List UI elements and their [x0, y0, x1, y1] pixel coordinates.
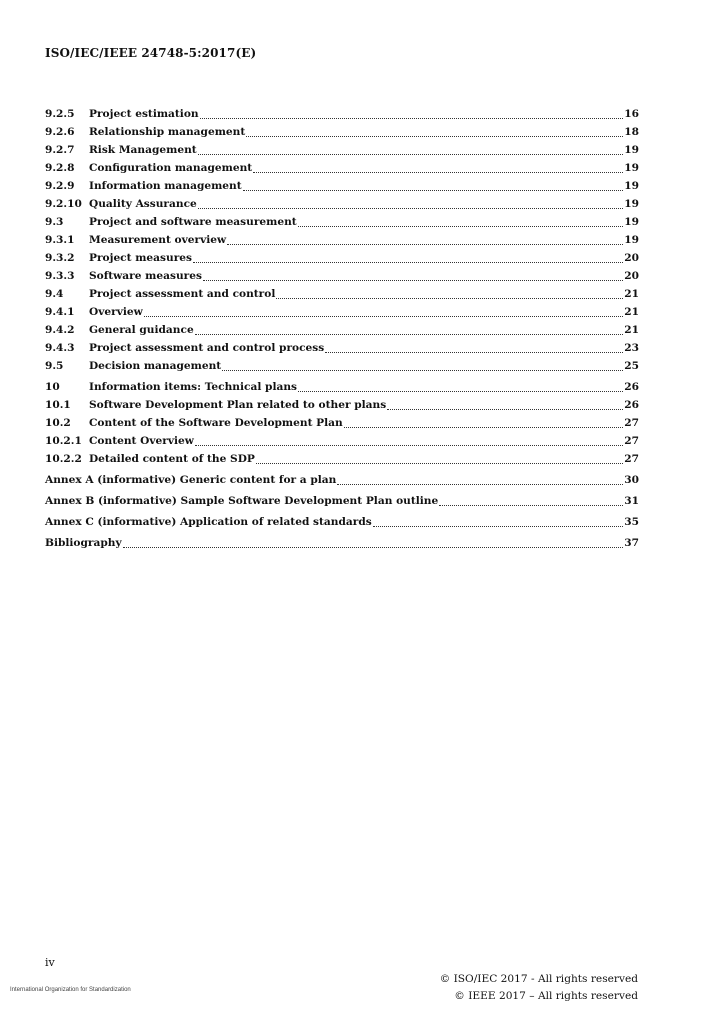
- toc-entry-number: 9.3.2: [45, 252, 75, 264]
- toc-entry-title: Information management: [89, 180, 242, 192]
- toc-entry-page: 35: [624, 516, 639, 528]
- toc-entry[interactable]: [45, 534, 639, 552]
- toc-entry-number: 9.2.7: [45, 144, 75, 156]
- copyright-ieee: © IEEE 2017 – All rights reserved: [454, 990, 638, 1002]
- toc-entry[interactable]: [45, 105, 639, 123]
- dot-leader: [222, 370, 623, 371]
- document-header: ISO/IEC/IEEE 24748-5:2017(E): [45, 46, 257, 60]
- toc-entry[interactable]: [45, 249, 639, 267]
- organization-label: International Organization for Standardization: [10, 987, 131, 993]
- toc-entry-title: Quality Assurance: [89, 198, 197, 210]
- dot-leader: [337, 484, 623, 485]
- toc-entry-number: 9.3: [45, 216, 64, 228]
- toc-entry[interactable]: [45, 141, 639, 159]
- toc-entry-number: 9.3.1: [45, 234, 75, 246]
- toc-entry-number: 9.4.1: [45, 306, 75, 318]
- toc-entry-page: 23: [624, 342, 639, 354]
- toc-entry-title: Bibliography: [45, 537, 122, 549]
- toc-entry-page: 31: [624, 495, 639, 507]
- toc-entry[interactable]: [45, 285, 639, 303]
- toc-entry-title: Project measures: [89, 252, 192, 264]
- toc-entry-title: Detailed content of the SDP: [89, 453, 255, 465]
- toc-entry-page: 19: [624, 144, 639, 156]
- toc-entry-page: 19: [624, 234, 639, 246]
- toc-entry-page: 25: [624, 360, 639, 372]
- toc-entry-page: 20: [624, 270, 639, 282]
- toc-entry-title: General guidance: [89, 324, 194, 336]
- toc-entry[interactable]: [45, 321, 639, 339]
- dot-leader: [373, 526, 624, 527]
- toc-entry[interactable]: [45, 378, 639, 396]
- toc-entry-title: Overview: [89, 306, 143, 318]
- toc-entry-title: Annex C (informative) Application of related standards: [45, 516, 372, 528]
- dot-leader: [298, 391, 623, 392]
- toc-entry-title: Annex B (informative) Sample Software Development Plan outline: [45, 495, 439, 507]
- toc-entry[interactable]: [45, 432, 639, 450]
- toc-entry[interactable]: [45, 159, 639, 177]
- dot-leader: [198, 154, 624, 155]
- toc-entry-page: 19: [624, 162, 639, 174]
- toc-entry-number: 9.2.9: [45, 180, 75, 192]
- dot-leader: [256, 463, 623, 464]
- toc-entry-page: 27: [624, 453, 639, 465]
- toc-entry-number: 10.1: [45, 399, 71, 411]
- toc-entry-number: 9.4.2: [45, 324, 75, 336]
- dot-leader: [193, 262, 623, 263]
- toc-entry-title: Information items: Technical plans: [89, 381, 298, 393]
- toc-entry[interactable]: [45, 513, 639, 531]
- toc-entry[interactable]: [45, 303, 639, 321]
- dot-leader: [227, 244, 623, 245]
- toc-entry[interactable]: [45, 177, 639, 195]
- toc-entry-page: 21: [624, 324, 639, 336]
- dot-leader: [243, 190, 624, 191]
- toc-entry[interactable]: [45, 414, 639, 432]
- toc-entry-page: 27: [624, 435, 639, 447]
- toc-entry-title: Annex A (informative) Generic content for a plan: [45, 474, 337, 486]
- dot-leader: [203, 280, 623, 281]
- toc-entry[interactable]: [45, 357, 639, 375]
- toc-entry-page: 37: [624, 537, 639, 549]
- toc-entry-page: 20: [624, 252, 639, 264]
- toc-entry-page: 27: [624, 417, 639, 429]
- dot-leader: [123, 547, 624, 548]
- toc-entry-title: Content of the Software Development Plan: [89, 417, 343, 429]
- dot-leader: [325, 352, 623, 353]
- toc-entry-number: 10.2.2: [45, 453, 82, 465]
- toc-entry-number: 10.2: [45, 417, 71, 429]
- toc-entry-page: 19: [624, 198, 639, 210]
- toc-entry[interactable]: [45, 471, 639, 489]
- toc-entry-title: Measurement overview: [89, 234, 227, 246]
- toc-entry[interactable]: [45, 123, 639, 141]
- toc-entry[interactable]: [45, 339, 639, 357]
- toc-entry[interactable]: [45, 213, 639, 231]
- dot-leader: [439, 505, 623, 506]
- toc-entry-title: Risk Management: [89, 144, 197, 156]
- toc-entry-title: Content Overview: [89, 435, 194, 447]
- toc-entry[interactable]: [45, 195, 639, 213]
- toc-entry[interactable]: [45, 450, 639, 468]
- dot-leader: [246, 136, 623, 137]
- toc-entry-number: 10.2.1: [45, 435, 82, 447]
- toc-entry-title: Decision management: [89, 360, 222, 372]
- dot-leader: [276, 298, 623, 299]
- toc-entry-title: Project assessment and control process: [89, 342, 325, 354]
- toc-entry-number: 9.3.3: [45, 270, 75, 282]
- toc-entry-number: 9.2.6: [45, 126, 75, 138]
- toc-entry[interactable]: [45, 492, 639, 510]
- dot-leader: [198, 208, 623, 209]
- toc-entry[interactable]: [45, 267, 639, 285]
- toc-entry-number: 9.5: [45, 360, 64, 372]
- toc-entry-title: Software Development Plan related to other plans: [89, 399, 387, 411]
- toc-entry-page: 26: [624, 381, 639, 393]
- dot-leader: [195, 445, 623, 446]
- toc-entry-page: 21: [624, 306, 639, 318]
- toc-entry-page: 30: [624, 474, 639, 486]
- dot-leader: [298, 226, 624, 227]
- dot-leader: [200, 118, 624, 119]
- dot-leader: [344, 427, 624, 428]
- toc-entry-page: 19: [624, 216, 639, 228]
- toc-entry-page: 26: [624, 399, 639, 411]
- toc-entry-number: 9.2.8: [45, 162, 75, 174]
- copyright-iso: © ISO/IEC 2017 - All rights reserved: [439, 973, 638, 985]
- toc-entry-page: 16: [624, 108, 639, 120]
- toc-entry-number: 9.2.5: [45, 108, 75, 120]
- dot-leader: [253, 172, 623, 173]
- page-number: iv: [45, 956, 55, 969]
- toc-entry-title: Project assessment and control: [89, 288, 276, 300]
- toc-entry[interactable]: [45, 231, 639, 249]
- toc-entry-page: 19: [624, 180, 639, 192]
- dot-leader: [144, 316, 624, 317]
- toc-entry-page: 21: [624, 288, 639, 300]
- dot-leader: [387, 409, 623, 410]
- toc-entry-title: Project and software measurement: [89, 216, 297, 228]
- toc-entry-title: Configuration management: [89, 162, 253, 174]
- toc-entry-number: 9.2.10: [45, 198, 82, 210]
- toc-entry-number: 10: [45, 381, 60, 393]
- toc-entry-title: Relationship management: [89, 126, 246, 138]
- toc-entry-number: 9.4: [45, 288, 64, 300]
- toc-entry-title: Project estimation: [89, 108, 199, 120]
- toc-entry-title: Software measures: [89, 270, 202, 282]
- toc-entry[interactable]: [45, 396, 639, 414]
- table-of-contents: [45, 105, 639, 552]
- dot-leader: [195, 334, 624, 335]
- toc-entry-number: 9.4.3: [45, 342, 75, 354]
- toc-entry-page: 18: [624, 126, 639, 138]
